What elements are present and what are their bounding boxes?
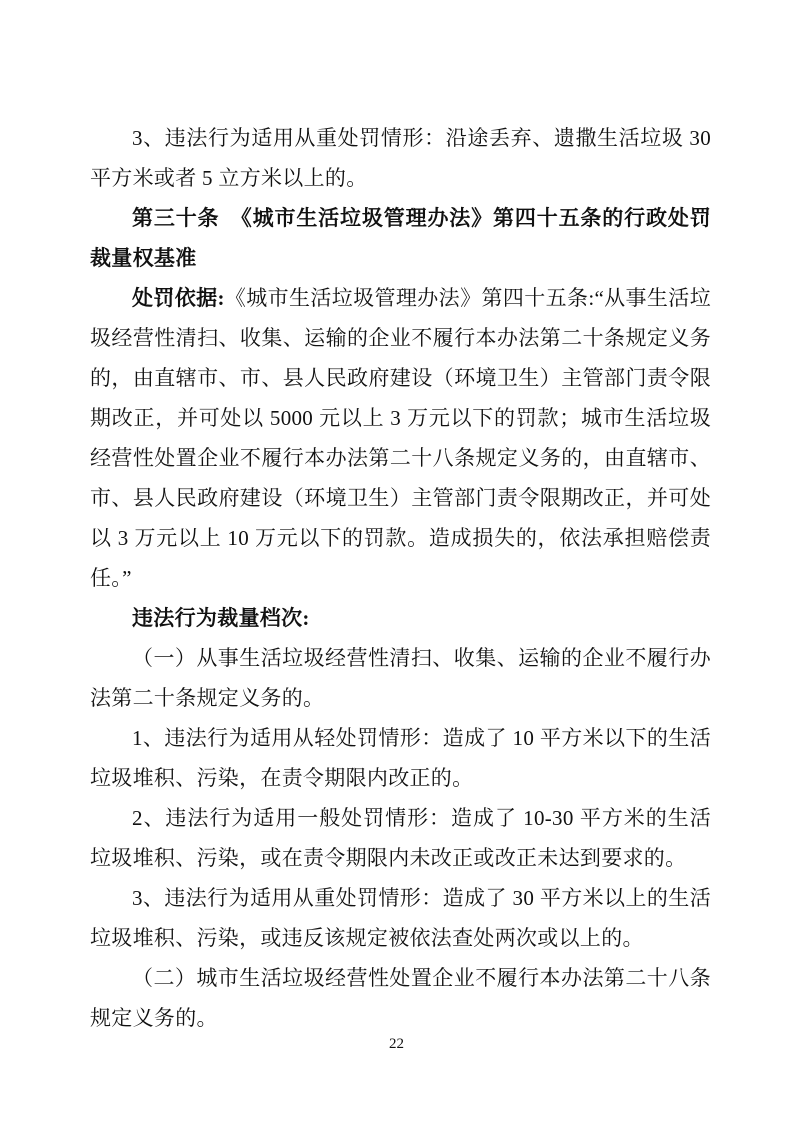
paragraph: 3、违法行为适用从重处罚情形：造成了 30 平方米以上的生活垃圾堆积、污染，或违反该规定被依法查处两次或以上的。 (90, 886, 711, 950)
paragraph: 处罚依据:《城市生活垃圾管理办法》第四十五条:“从事生活垃圾经营性清扫、收集、运输的企业不履行本办法第二十条规定义务的，由直辖市、市、县人民政府建设（环境卫生）主管部门责令限期改正，并可处以 5000 元以上 3 万元以下的罚款；城市生活垃圾经营性处置企业不履行本办法第二十八条规定义务的，由直辖市、市、县人民政府建设（环境卫生）主管部门责令限期改正，并可处以 3 万元以上 10 万元以下的罚款。造成损失的，依法承担赔偿责任。” (90, 286, 711, 590)
paragraph: 2、违法行为适用一般处罚情形：造成了 10-30 平方米的生活垃圾堆积、污染，或在责令期限内未改正或改正未达到要求的。 (90, 806, 711, 870)
bold-lead: 处罚依据: (132, 286, 225, 310)
paragraph: （一）从事生活垃圾经营性清扫、收集、运输的企业不履行办法第二十条规定义务的。 (90, 646, 711, 710)
paragraph: 3、违法行为适用从重处罚情形：沿途丢弃、遗撒生活垃圾 30 平方米或者 5 立方米以上的。 (90, 126, 711, 190)
page-number: 22 (389, 1036, 404, 1052)
paragraph-list (90, 118, 711, 1038)
section-heading: 违法行为裁量档次: (132, 606, 310, 630)
paragraph: 1、违法行为适用从轻处罚情形：造成了 10 平方米以下的生活垃圾堆积、污染，在责令期限内改正的。 (90, 726, 711, 790)
paragraph: （二）城市生活垃圾经营性处置企业不履行本办法第二十八条规定义务的。 (90, 966, 711, 1030)
section-heading: 第三十条 《城市生活垃圾管理办法》第四十五条的行政处罚裁量权基准 (90, 206, 711, 270)
